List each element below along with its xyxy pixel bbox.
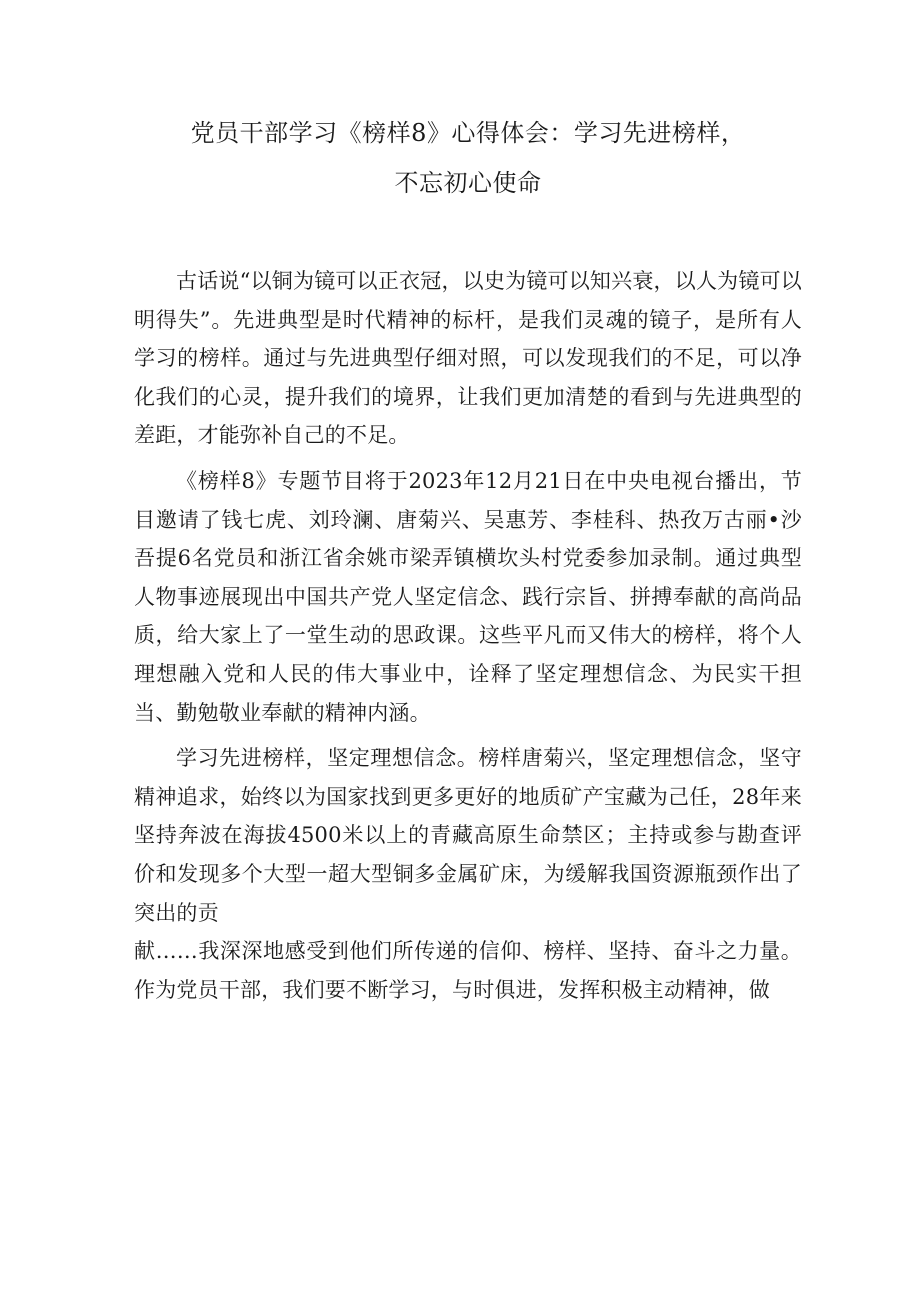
title-line-2: 不忘初心使命 — [394, 169, 542, 197]
paragraph-continuation: 献……我深深地感受到他们所传递的信仰、榜样、坚持、奋斗之力量。作为党员干部，我们要不断学习，与时俱进，发挥积极主动精神，做 — [134, 939, 802, 1002]
paragraph-learning: 学习先进榜样，坚定理想信念。榜样唐菊兴，坚定理想信念，坚守精神追求，始终以为国家找到更多更好的地质矿产宝藏为己任，28年来坚持奔波在海拔4500米以上的青藏高原生命禁区；主持或参与勘查评价和发现多个大型一超大型铜多金属矿床，为缓解我国资源瓶颈作出了突出的贡 — [134, 746, 802, 925]
title-line-1: 党员干部学习《榜样8》心得体会：学习先进榜样， — [190, 119, 746, 147]
paragraph-intro: 古话说“以铜为镜可以正衣冠，以史为镜可以知兴衰，以人为镜可以明得失”。先进典型是时代精神的标杆，是我们灵魂的镜子，是所有人学习的榜样。通过与先进典型仔细对照，可以发现我们的不足，可以净化我们的心灵，提升我们的境界，让我们更加清楚的看到与先进典型的差距，才能弥补自己的不足。 — [134, 269, 802, 448]
paragraph-program: 《榜样8》专题节目将于2023年12月21日在中央电视台播出，节目邀请了钱七虎、刘玲澜、唐菊兴、吴惠芳、李桂科、热孜万古丽•沙吾提6名党员和浙江省余姚市梁弄镇横坎头村党委参加录制。通过典型人物事迹展现出中国共产党人坚定信念、践行宗旨、拼搏奉献的高尚品质，给大家上了一堂生动的思政课。这些平凡而又伟大的榜样，将个人理想融入党和人民的伟大事业中，诠释了坚定理想信念、为民实干担当、勤勉敬业奉献的精神内涵。 — [134, 468, 802, 725]
document-title — [134, 108, 802, 208]
document-body — [134, 262, 802, 1009]
